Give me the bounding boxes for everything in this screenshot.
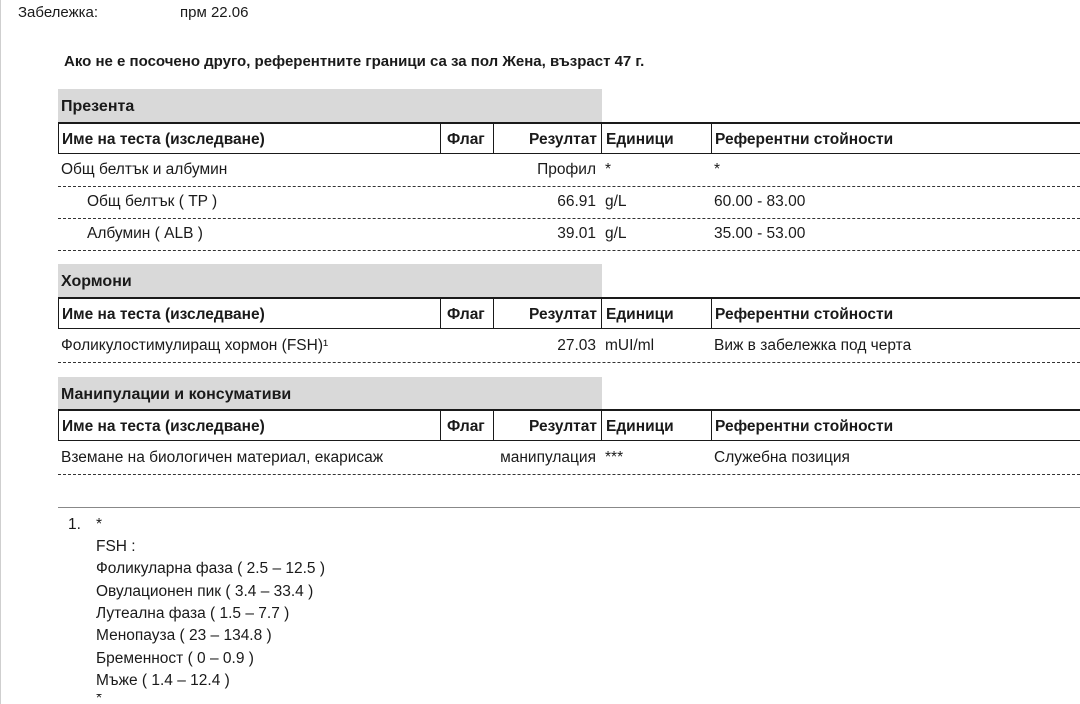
table-header — [58, 297, 1080, 329]
col-header-reference: Референтни стойности — [715, 418, 894, 435]
col-header-flag: Флаг — [447, 131, 485, 148]
col-header-result: Резултат — [529, 418, 597, 435]
test-units: * — [605, 161, 612, 178]
col-header-flag: Флаг — [447, 306, 485, 323]
test-result: Профил — [537, 161, 596, 178]
test-name: Общ белтък и албумин — [61, 161, 228, 178]
table-header — [58, 409, 1080, 441]
table-row — [58, 187, 1080, 219]
test-name: Албумин ( ALB ) — [87, 225, 203, 242]
section-title-manipulacii: Манипулации и консумативи — [58, 377, 602, 410]
table-row — [58, 443, 1080, 475]
page-left-border — [0, 0, 1, 704]
test-result: 66.91 — [557, 193, 596, 210]
col-header-name: Име на теста (изследване) — [62, 418, 265, 435]
col-header-name: Име на теста (изследване) — [62, 131, 265, 148]
col-header-name: Име на теста (изследване) — [62, 306, 265, 323]
table-header — [58, 122, 1080, 154]
test-units: g/L — [605, 225, 627, 242]
test-reference: 35.00 - 53.00 — [714, 225, 806, 242]
section-title-hormoni: Хормони — [58, 264, 602, 297]
col-header-result: Резултат — [529, 131, 597, 148]
footnote-line: Бременност ( 0 – 0.9 ) — [96, 650, 254, 667]
col-header-reference: Референтни стойности — [715, 131, 894, 148]
footnote-number: 1. — [68, 516, 81, 533]
test-reference: * — [714, 161, 721, 178]
footnote-line: Мъже ( 1.4 – 12.4 ) — [96, 672, 230, 689]
reference-note: Ако не е посочено друго, референтните граници са за пол Жена, възраст 47 г. — [64, 53, 645, 70]
footnote-line: Овулационен пик ( 3.4 – 33.4 ) — [96, 583, 314, 600]
test-units: mUI/ml — [605, 337, 655, 354]
note-value: прм 22.06 — [180, 4, 249, 21]
test-units: *** — [605, 449, 624, 466]
col-header-reference: Референтни стойности — [715, 306, 894, 323]
table-row — [58, 331, 1080, 363]
test-name: Вземане на биологичен материал, екарисаж — [61, 449, 384, 466]
test-reference: Виж в забележка под черта — [714, 337, 912, 354]
test-result: 27.03 — [557, 337, 596, 354]
footnote-line: Лутеална фаза ( 1.5 – 7.7 ) — [96, 605, 290, 622]
col-header-result: Резултат — [529, 306, 597, 323]
footnote-line: FSH : — [96, 538, 136, 555]
table-row — [58, 219, 1080, 251]
footnote-line: * — [96, 516, 103, 533]
col-header-units: Единици — [606, 418, 674, 435]
footnote-separator — [58, 507, 1080, 508]
test-name: Фоликулостимулиращ хормон (FSH)¹ — [61, 337, 329, 354]
footnote-line: Фоликуларна фаза ( 2.5 – 12.5 ) — [96, 560, 326, 577]
test-reference: 60.00 - 83.00 — [714, 193, 806, 210]
footnote-line: * — [96, 694, 103, 704]
test-name: Общ белтък ( TP ) — [87, 193, 218, 210]
col-header-flag: Флаг — [447, 418, 485, 435]
col-header-units: Единици — [606, 306, 674, 323]
footnote-line: Менопауза ( 23 – 134.8 ) — [96, 627, 272, 644]
test-result: 39.01 — [557, 225, 596, 242]
col-header-units: Единици — [606, 131, 674, 148]
test-units: g/L — [605, 193, 627, 210]
test-result: манипулация — [500, 449, 596, 466]
note-label: Забележка: — [18, 4, 99, 21]
test-reference: Служебна позиция — [714, 449, 850, 466]
table-row — [58, 155, 1080, 187]
section-title-prezenta: Презента — [58, 89, 602, 122]
